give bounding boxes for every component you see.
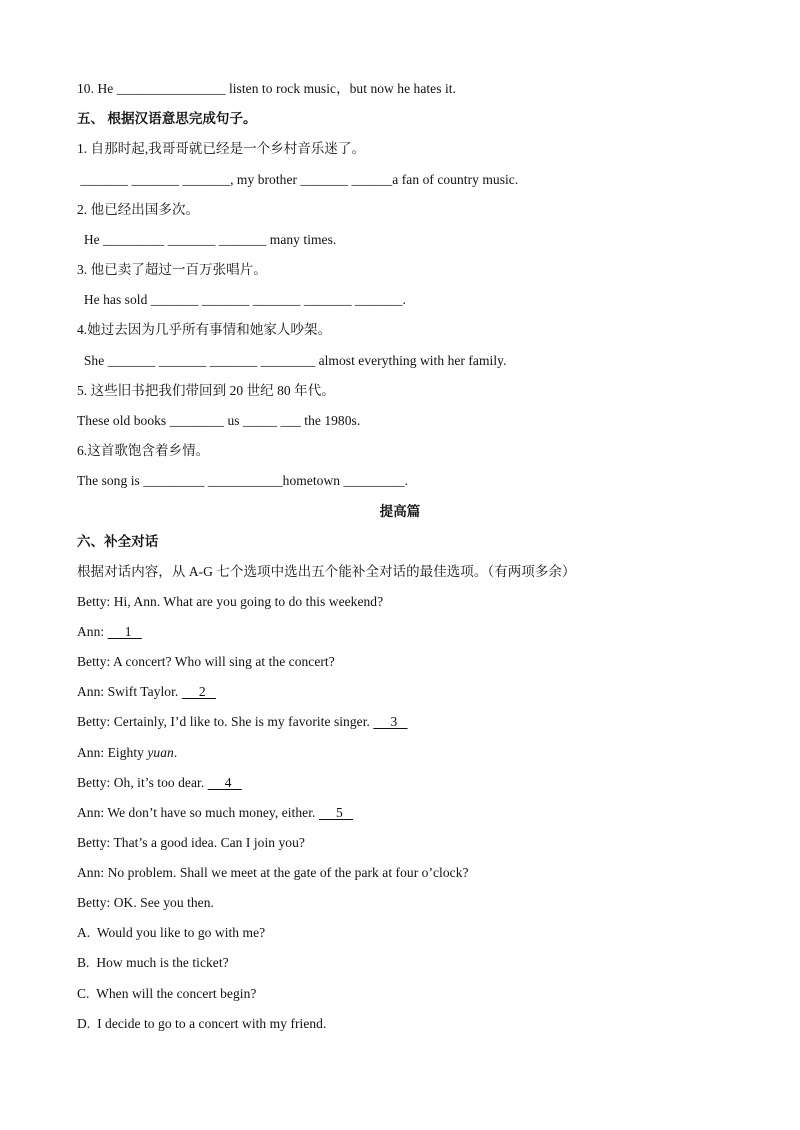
- q10-suffix: listen to rock music，but now he hates it.: [225, 81, 456, 96]
- s5-item1-chinese: 1. 自那时起,我哥哥就已经是一个乡村音乐迷了。: [77, 141, 366, 156]
- dialogue-line: Ann: Eighty yuan.: [77, 745, 178, 760]
- q10-blank: ________________: [116, 81, 226, 96]
- s5-item4-english: She _______ _______ _______ ________ almost everything with her family.: [77, 353, 507, 368]
- dialogue-line: Ann: No problem. Shall we meet at the gate of the park at four o’clock?: [77, 865, 469, 880]
- question-10: [77, 80, 800, 98]
- dialogue-line: Betty: A concert? Who will sing at the concert?: [77, 654, 335, 669]
- answer-blank-5: 5: [318, 805, 354, 820]
- section5-title: 五、 根据汉语意思完成句子。: [77, 111, 257, 126]
- dialogue-line: Betty: Oh, it’s too dear. 4: [77, 775, 242, 790]
- s5-item1-english: _______ _______ _______, my brother _______ ______a fan of country music.: [77, 172, 519, 187]
- dialogue-line: Ann: Swift Taylor. 2: [77, 684, 216, 699]
- section6-instruction: 根据对话内容，从 A-G 七个选项中选出五个能补全对话的最佳选项。（有两项多余）: [77, 564, 576, 579]
- q10-prefix: 10. He: [77, 81, 117, 96]
- answer-blank-2: 2: [181, 684, 216, 699]
- s5-item4-chinese: 4.她过去因为几乎所有事情和她家人吵架。: [77, 322, 332, 337]
- s5-item2-english: He _________ _______ _______ many times.: [77, 232, 337, 247]
- answer-blank-4: 4: [207, 775, 242, 790]
- dialogue-line: Betty: Certainly, I’d like to. She is my favorite singer. 3: [77, 714, 408, 729]
- s5-item5-chinese: 5. 这些旧书把我们带回到 20 世纪 80 年代。: [77, 383, 335, 398]
- answer-blank-1: 1: [107, 624, 142, 639]
- dialogue-line: Ann: We don’t have so much money, either. 5: [77, 805, 354, 820]
- option-b: B. How much is the ticket?: [77, 955, 229, 970]
- dialogue-line: Ann: 1: [77, 624, 142, 639]
- s5-item3-chinese: 3. 他已卖了超过一百万张唱片。: [77, 262, 267, 277]
- answer-blank-3: 3: [373, 714, 408, 729]
- option-d: D. I decide to go to a concert with my friend.: [77, 1016, 327, 1031]
- s5-item6-chinese: 6.这首歌饱含着乡情。: [77, 443, 210, 458]
- s5-item6-english: The song is _________ ___________hometown _________.: [77, 473, 409, 488]
- dialogue-line: Betty: That’s a good idea. Can I join you?: [77, 835, 305, 850]
- s5-item3-english: He has sold _______ _______ _______ _______ _______.: [77, 292, 406, 307]
- option-c: C. When will the concert begin?: [77, 986, 257, 1001]
- advanced-heading: 提高篇: [379, 504, 421, 519]
- s5-item5-english: These old books ________ us _____ ___ the 1980s.: [77, 413, 361, 428]
- option-a: A. Would you like to go with me?: [77, 925, 266, 940]
- s5-item2-chinese: 2. 他已经出国多次。: [77, 202, 200, 217]
- dialogue-line: Betty: Hi, Ann. What are you going to do this weekend?: [77, 594, 384, 609]
- dialogue-line: Betty: OK. See you then.: [77, 895, 214, 910]
- section6-title: 六、补全对话: [77, 534, 159, 549]
